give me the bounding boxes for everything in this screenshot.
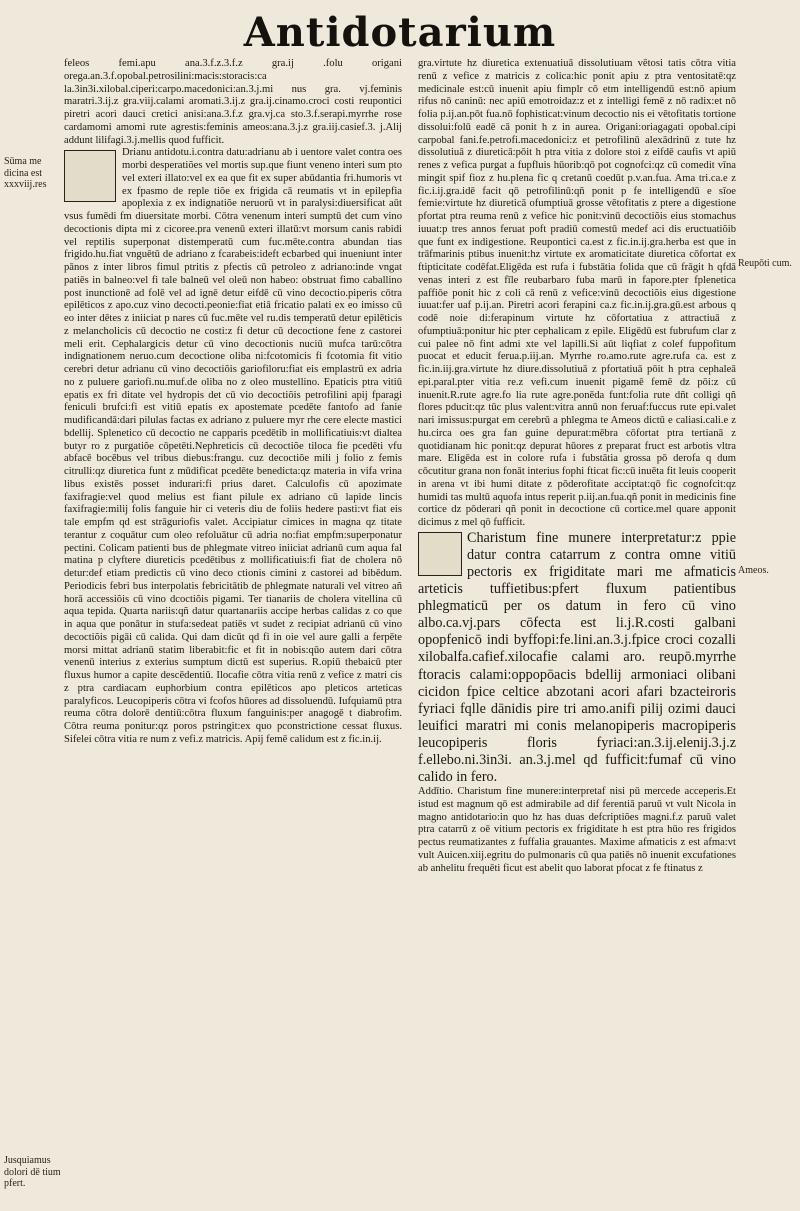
right-paragraph-2: Charistum fine munere interpretatur:z ppie datur contra catarrum z contra omne vitiū pectoris ex frigiditate mari me afmaticis arteticis tuffietibus:pfert fluxum patientibus phlegmaticū per os datum in fero cū vino albo.ca.vj.pars cōfecta est li.j.R.costi galbani opopfenicō indi byffopi:fe.lini.an.3.j.fpice croci cozalli xilobalfa.cafief.xilocafie calami aro. reupō.myrrhe ftoracis calami:oppopōacis bdellij armoniaci olibani cicidon fpice celtice abzotani acori afari bzacteiroris fyriaci fqlle dānidis pire tri amo.anifi pilij ozimi dauci leuifici maratri mi conis melanopiperis macropiperis leucopiperis floris fyriaci:an.3.ij.elenij.3.j.z f.ellebo.ni.3in3i. an.3.j.mel qd fufficit:fumaf cū vino calido in fero.: [418, 529, 736, 786]
margin-note-right-2: Ameos.: [738, 565, 769, 576]
left-paragraph-1: feleos femi.apu ana.3.f.z.3.f.z gra.ij .folu origani orega.an.3.f.opobal.petrosilini:macis:storacis:ca la.3in3i.xilobal.ciperi:carpo.macedonici:an.3.j.mi nus gra. vj.feminis maratri.3.ij.z gra.viij.calami aromati.3.ij.z gra.ij.cinamo.croci costi reupontici piretri acori dauci cretici anisi:ana.3.f.z gra.vj.ca sto.3.f.serapi.myrrhe rose cardamomi amomi rute agrestis:feminis ameos:ana.3.j.z gra.iij.casief.3. j.Alij addunt lilifagi.3.j.mellis quod fufficit.: [64, 58, 402, 146]
margin-note-right-1: Reupōti cum.: [738, 258, 792, 269]
decorated-initial-A-right: [418, 532, 462, 576]
margin-note-left-2: Jusquiamus dolori dē tium pfert.: [4, 1155, 61, 1189]
left-column: [64, 58, 402, 1208]
right-paragraph-1: gra.virtute hz diuretica extenuatiuā dissolutiuam vētosi tatis cōtra vitia renū z vefice z matricis z colica:hic ponit apiu z ptra ventositatē:qz medicinale est:cū inuenit apiu fimplr cō etm intelligendū est:nō apium rifus nō caninū: nec apiū emotroidaz:z et z intelligi femē z nō radix:et nō folia p.ij.an.pōt fua.nō fophisticat:vinum decoctio nis ei vētofitatis tortione dissolui:folū eadē cā ponit h z in aurea. Origani:oriagagati opobal.cipi carpobal fani.fe.petrofi.macedonici:z et petrofilinū alexādrinū z tute hz dissolutiuā z diureticā:pōit h ptra vitia z dolore stoi z eifdē caufis vt apiū renes z vefica purgat a fupfluis hūorib:qō pot cognofci:qz cū comedit vīna mingit spif fioz z hu.plena fic q cretanū coedūt p.v.an.fua. Ama tri.ca.e z fic.i.ij.gra.idē facit qō petrofilinū:qñ ponit p fe intelligendū e sīoe femie:virtute hz diureticā ofumptiuā grosse vētofitatis z ptere a digestione pfortat ptra reuma renū z vefice hic ponit:vinū decoctiõis eius stomachus iuuat:p tres annos feruat poft pradiū comestū medef aci dis eructuatiõib que funt ex indigestione. Reupontici ca.est z fic.in.ij.gra.herba est que in trāfmarinis ptibus inuenit:hz virtute ex aromaticitate diuretica cōfortat ex ftipticitate codēfat.Eligēda est rufa i fubstātia folida que cū frāgit h qfdā venas interi z est fīle reubarbaro fuba marū in fapore.pter fplenetica paffiōe ponit hic z coli cā renū z vefice:vinū decoctiõis eius digestione iuuat:fer uaf p.ij.an. Piretri acori ferapini ca.z fic.in.ij.gra.gū.est arbous q codē noie di:ferapinum virtute hz cōfortatiua z attractiuā z ofumptiuā:ponitur hic pter cephalicam z epile. Eligēdū est fubrufum clar z cui palee nō fint admi xte vel lapilli.Si aūt liqfiat z colef fuppofitum puocat et educit ferua.p.iij.an. Myrrhe ro.amo.rute agre.rufa ca. est z fic.in.iij.gra.virtute hz diure.dissolutiuā z pfortatiuā pōit h ptra cephaleā epi.paral.pter vitia re.z vefi.cum inuenit pigamē femē dz pōi:z cū inuenit.R.rute agre.fo lia rute agre.ponēda funt:folia rute dñt colligi qñ flores pducit:qz tūc plus valent:vitra annū non feruaf:fuccus rute epi.valet nari imissus:purgat em cerebrū a phlegma te Ameos dictū e caliasi.cali.e z hu.circa oes gra fan guine depurat:mēbra cōfortat ptra tertianā z quotidianam hic ponit:qz depurat hūores z preparat fruct est arbotis vltra mare. Eligēda est in colore rufa i fubstātia grossa pō derofa q dum cōcutitur grana non fonāt interius fophi fticat fic:cū inuēta fit leuis cooperit in arena vt ibi humi ditate z pōderofitate acciptat:qō fic cognofcit:qz humidi tas multū aquofa intus reperit p.iij.an.fua.qñ ponit in medicinis fine cortice dz pōderari qñ ponit in decoctione cū cortice.mel quare apponit dicimus z mel qō fufficit.: [418, 58, 736, 528]
margin-note-left-1: Sūma me dicina est xxxviij.res: [4, 156, 47, 190]
left-paragraph-2: Drianu antidotu.i.contra datu:adrianu ab i uentore valet contra oes morbi desperatiões vel mortis sup.que fiunt veneno interi sum pto vel exteri illato:vel ex ea que fit ex super abūdantia fri.humoris vt ex fpasmo de reple tiõe ex frigida cā reumatis vt in epilepfia apoplexia z ex indignatiõe neruorū vt in paralysi:diuersificat aūt vsus fumēdi fm diuersitate morbi. Cōtra venenum interi sumptū det cum vino decoctionis dipta mi z cicoree.pra venenū exteri illatū:vt morsum canis rabidi vel reptilis superponat distemperatū cum fuc.mēte.contra abundan tias frigido.hu.fiat vnguētū de adriano z fcarabeis:ideft ecbarbed qui inueniunt inter pānos z inter libros fimul ptritis z pfectis cū petroleo z adriano:inde vngat patiēs in balneo:vel fi tale balneū vel oleū non habeo: obstruat fimo caballino post inunctionē ad folē vel ad ignē detur eifdē cū vino decoctio.piperis cōtra epilēticos z apo.cuz vino decocti.peonie:fiat etiā fricatio palati ex eo imisso cū eo inter dētes z iniiciat p nares cū fuc.mēte vel ru.dis temperatū detur epilēticis z melancholicis cū decoctio ne costi:z fi detur cū decoctione fene z castorei meli erit. Cephalargicis detur cū vino decoctionis nuciū mufca tarū:cōtra indignationem neruo.cum decoctione oliba ni:fcotomicis fi fcotomia fit vitio cerebri detur adrianu cū vino decoctiõis gariofiloru:fiat eis emplastrū ex adria no z puluere gariofi.nu.muf.de oliba no z oleo mustellino. Epaticis ptra vitiū epatis ex fri ditate vel hydropis det cū vio decoctiõis petrofilini apij fparagi feniculi brufci:fi est vitiū epatis ex apostemate pcedēte fantofo ad fanie mudificandā:dari pilulas factas ex adriano z puluere myr rhe cere electe mastici bdellij. Splenetico cū decoctio ne capparis pcedētib in mollificatiuis:vt dialtea butyr ro z purgatiõe cōpetēti.Nephreticis cū decoctiõe tiloca fie pcedēti vfu abfacē bocēbus vel tribus diebus:frangu. cuz decoctiõe mili j folio z femis citrulli:qz diuretica funt z mūdificat pcedēte benedicta:qz materia in vifa vrina libus existēs posset indurari:fi prius daret. Calculofis cū apozimate faxifragie:vel quod melius est fiant pilule ex adriano cū lapide lincis faxifragie:milij folis fanguie hir ci veteris diu de foliis hedere pasti:vt fiat eis tale empfm qd est strāguriofis valet. Accipiatur cimices in magna qz titate terantur z coquātur cum oleo refoluātur cū adria no:fiat empfm:superponatur pectini. Colicam patienti bus de phlegmate vitreo iniiciat adrianū cum aqua fal matina p clyftere diureticis pcedētibus z mollificatiuis:fi fiat de cholera nō detur:def etiam predictis cū vino deco ctionis cimini z castorei ad bibēdum. Periodicis febri bus interpolatis febricitātib de phlegmate naturali vel vitreo añ horā accessiõis cū vino dcoctiõis pigami. Ter tianariis de cholera vitellina cū aqua tepida. Quarta nariis:qñ datur quartanariis accipe herbas calidas z co que in aqua que ponātur in stufa:sedeat patiēs vt sudet z recipiat adrianū cū vino decoctiõis pigāi cū calida. Qui dam dicūt qd fi in oie vel aure galli a ferpēte morsi mittat adrianū statim liberabit:fic et fit in nobis:qūo autem dari cōtra venenū interius z exterius sumptum dictū est superius. R.opiū thebaicū pter fluxus humor a capite descēdentiū. Ilocafie cōtra vitia renū z vefice z matri cis z ptra cardiacam euphorbium contra epilēticos apo pleticos arteticas paralyficos. Leucopiperis cōtra vi fcofos hūores ad dissoluendū. Iufquiamū ptra reuma cōtra dolorē dentiū:cōtra fluxum fanguinis:per anagogē t diabrofim. Cōtra reuma ponitur:qz poros pstringit:ex quo pconstrictione cessat fluxus. Sifelei cōtra vitia re num z vefi.z matricis. Apij femē calidum est z fic.in.ij.: [64, 147, 402, 745]
running-title: Antidotarium: [243, 9, 557, 56]
right-paragraph-3: Addītio. Charistum fine munere:interpretaf nisi pū mercede acceperis.Et istud est magnum qō est admirabile ad dif ferentiā paruū vt vult Nicola in magno antidotario:in quo hz has duas defcriptiões magni.f.z paruū valet ptra catarrū z oē vitium pectoris ex frigiditate h est ptra hūo res frigidos pectus reumatizantes z fuffalia grauantes. Maxime afmaticis z est afma:vt vult Auicen.xiij.egritu do pulmonaris cū qua patiēs nō inuenit excufationes ab anhelitu frequēti ficut est abelit quo laborat pfocat z fe ftinatus z: [418, 786, 736, 874]
right-column: [418, 58, 736, 1208]
decorated-initial-A: [64, 150, 116, 202]
